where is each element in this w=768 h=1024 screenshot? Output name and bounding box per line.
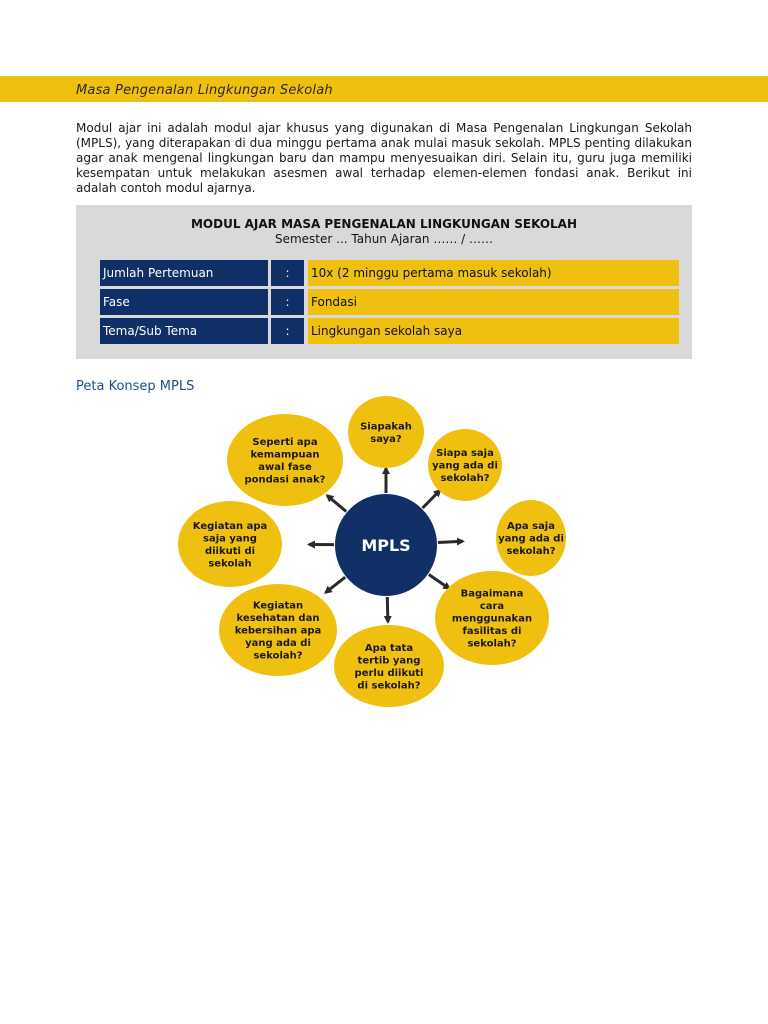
row-value: Fondasi	[308, 289, 679, 315]
page-header-title: Masa Pengenalan Lingkungan Sekolah	[76, 83, 333, 98]
row-colon: :	[271, 318, 304, 344]
concept-node-text: kemampuan	[250, 449, 320, 461]
module-subtitle: Semester ... Tahun Ajaran …… / ……	[274, 232, 494, 246]
row-colon: :	[271, 260, 304, 286]
concept-node	[227, 414, 343, 506]
row-label: Tema/Sub Tema	[100, 318, 268, 344]
concept-arrow	[387, 597, 388, 622]
concept-arrow	[325, 577, 345, 592]
concept-node-text: Kegiatan	[252, 600, 304, 612]
concept-node-text: di sekolah?	[357, 680, 421, 692]
row-colon: :	[271, 289, 304, 315]
concept-node	[348, 396, 424, 468]
concept-map-title: Peta Konsep MPLS	[76, 379, 195, 394]
concept-node	[178, 501, 282, 587]
concept-map-center	[335, 494, 437, 596]
concept-arrow	[429, 574, 450, 588]
concept-node-text: diikuti di	[204, 545, 256, 557]
concept-node-text: pondasi anak?	[244, 474, 326, 486]
module-title: MODUL AJAR MASA PENGENALAN LINGKUNGAN SEKOLAH	[190, 217, 578, 231]
row-label: Jumlah Pertemuan	[100, 260, 268, 286]
concept-node-text: Siapakah	[360, 421, 412, 433]
concept-node-text: Seperti apa	[252, 436, 318, 448]
concept-node-text: Apa tata	[364, 642, 414, 654]
concept-node	[334, 625, 444, 707]
concept-node-text: Apa saja	[506, 521, 556, 532]
concept-node	[435, 571, 549, 665]
concept-node	[219, 584, 337, 676]
concept-node-text: saya?	[370, 433, 402, 445]
concept-node-text: cara	[479, 601, 505, 612]
concept-node-text: yang ada di	[498, 533, 564, 545]
concept-node-text: sekolah?	[506, 546, 556, 557]
concept-node	[496, 500, 566, 576]
concept-arrow	[438, 541, 463, 542]
row-value: Lingkungan sekolah saya	[308, 318, 679, 344]
concept-arrow	[423, 490, 441, 508]
concept-node	[428, 429, 502, 501]
concept-node-text: perlu diikuti	[354, 667, 424, 679]
row-label: Fase	[100, 289, 268, 315]
concept-node-text: menggunakan	[451, 613, 533, 625]
concept-node-text: kesehatan dan	[236, 613, 320, 624]
concept-node-text: kebersihan apa	[234, 625, 322, 637]
concept-node-text: yang ada di	[432, 460, 498, 472]
concept-node-text: awal fase	[258, 461, 312, 473]
concept-arrow	[327, 495, 346, 511]
concept-node-text: tertib yang	[357, 655, 421, 667]
concept-node-text: fasilitas di	[462, 626, 522, 637]
concept-node-text: Bagaimana	[460, 588, 524, 600]
row-value: 10x (2 minggu pertama masuk sekolah)	[308, 260, 679, 286]
concept-node-text: sekolah?	[253, 650, 303, 662]
concept-node-text: sekolah	[208, 558, 252, 570]
concept-node-text: sekolah?	[467, 638, 517, 650]
concept-node-text: Kegiatan apa	[192, 520, 268, 532]
concept-node-text: sekolah?	[440, 473, 490, 484]
intro-paragraph: Modul ajar ini adalah modul ajar khusus yang digunakan di Masa Pengenalan Lingkungan Sekolah (MPLS), yang diterapakan di dua minggu pertama anak mulai masuk sekolah. MPLS penting dilakukan agar anak mengenal lingkungan baru dan mampu menyesuaikan diri. Selain itu, guru juga memiliki kesempatan untuk melakukan asesmen awal terhadap elemen-elemen fondasi anak. Berikut ini adalah contoh modul ajarnya.	[76, 121, 692, 195]
mpls-center-label: MPLS	[361, 536, 411, 555]
concept-node-text: Siapa saja	[436, 448, 494, 459]
concept-node-text: yang ada di	[245, 638, 311, 649]
concept-node-text: saja yang	[203, 533, 257, 545]
